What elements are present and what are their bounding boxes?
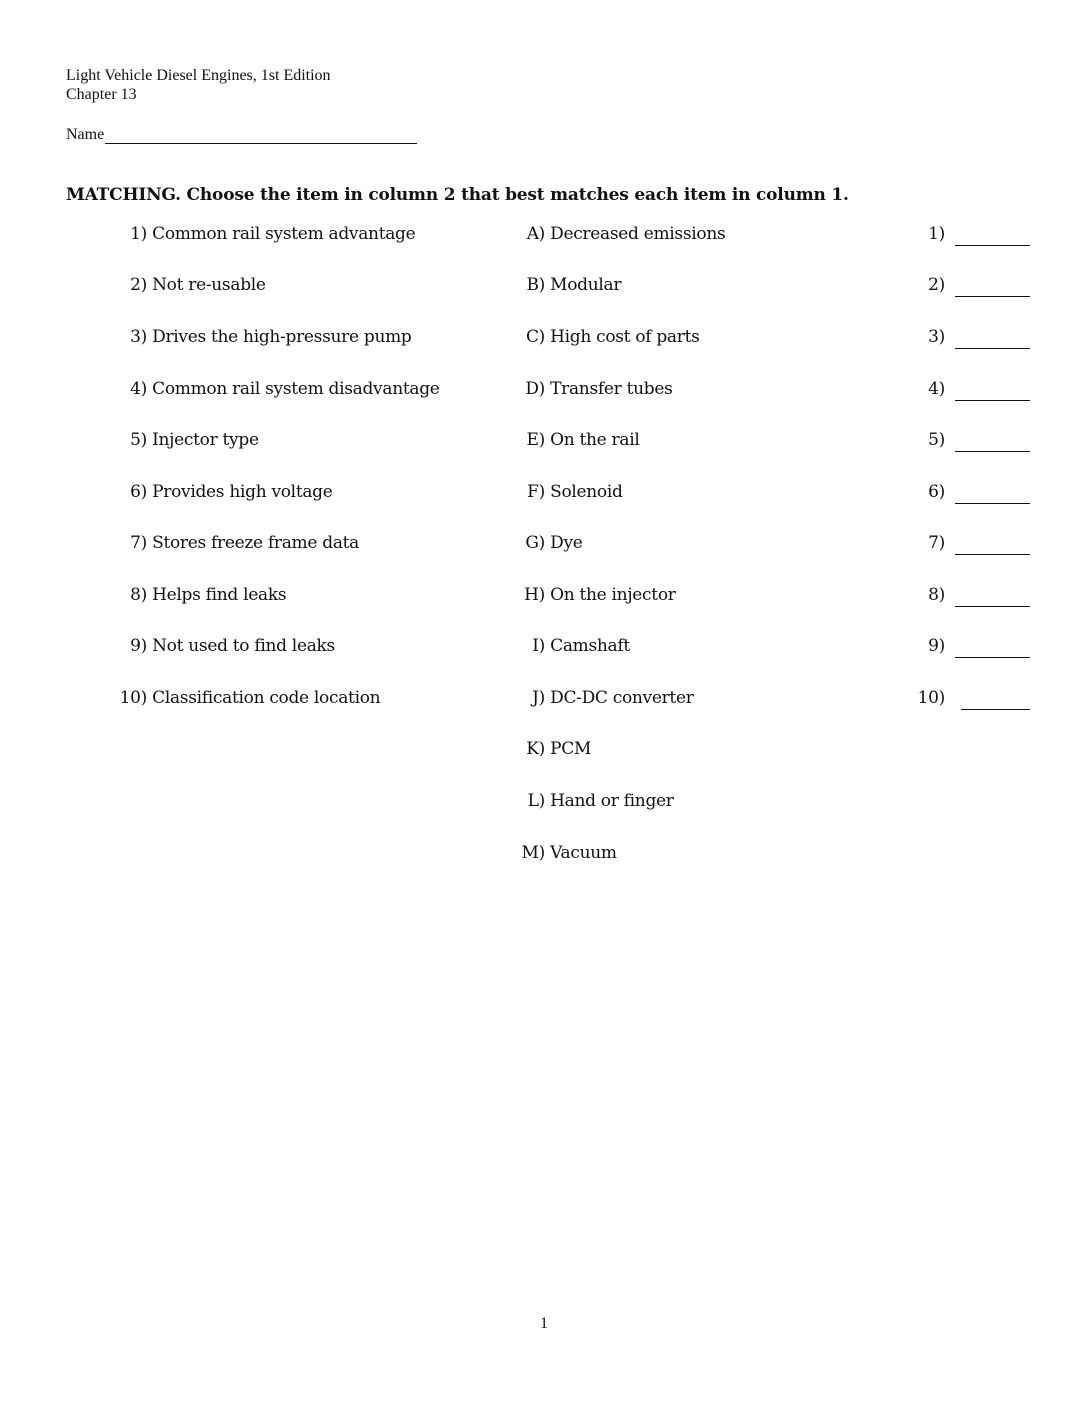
- choice-item: [505, 841, 885, 865]
- term-item: [110, 325, 500, 349]
- matching-row: [0, 531, 1088, 555]
- matching-row: [0, 737, 1088, 761]
- term-item: [110, 583, 500, 607]
- choice-text: Vacuum: [550, 843, 617, 863]
- choice-letter: I): [532, 636, 545, 656]
- answer-number: 1): [928, 224, 945, 244]
- answer-blank-line[interactable]: [955, 328, 1030, 349]
- term-text: Helps find leaks: [152, 585, 287, 605]
- term-text: Provides high voltage: [152, 482, 333, 502]
- term-text: Drives the high-pressure pump: [152, 327, 412, 347]
- answer-number: 6): [928, 482, 945, 502]
- choice-letter: D): [525, 379, 545, 399]
- choice-item: [505, 531, 885, 555]
- matching-row: [0, 273, 1088, 297]
- choice-letter: K): [526, 739, 545, 759]
- choice-item: [505, 480, 885, 504]
- name-field[interactable]: [66, 125, 417, 144]
- choice-item: [505, 583, 885, 607]
- answer-blank-line[interactable]: [955, 276, 1030, 297]
- matching-instructions: MATCHING. Choose the item in column 2 that best matches each item in column 1.: [66, 185, 849, 205]
- term-text: Not re-usable: [152, 275, 266, 295]
- term-number: 3): [130, 327, 147, 347]
- term-number: 10): [119, 688, 147, 708]
- choice-letter: B): [526, 275, 545, 295]
- answer-blank-line[interactable]: [955, 431, 1030, 452]
- term-item: [110, 377, 500, 401]
- term-number: 8): [130, 585, 147, 605]
- matching-row: [0, 583, 1088, 607]
- choice-text: PCM: [550, 739, 592, 759]
- answer-blank-line[interactable]: [955, 483, 1030, 504]
- choice-text: Dye: [550, 533, 583, 553]
- term-item: [110, 634, 500, 658]
- term-number: 6): [130, 482, 147, 502]
- choice-item: [505, 273, 885, 297]
- matching-row: [0, 789, 1088, 813]
- term-item: [110, 222, 500, 246]
- answer-field[interactable]: [905, 634, 1030, 658]
- chapter-label: Chapter 13: [66, 86, 137, 103]
- term-text: Injector type: [152, 430, 259, 450]
- term-text: Not used to find leaks: [152, 636, 335, 656]
- term-number: 1): [130, 224, 147, 244]
- choice-item: [505, 325, 885, 349]
- choice-item: [505, 737, 885, 761]
- term-text: Classification code location: [152, 688, 381, 708]
- answer-field[interactable]: [905, 480, 1030, 504]
- term-number: 7): [130, 533, 147, 553]
- answer-field[interactable]: [905, 686, 1030, 710]
- answer-field[interactable]: [905, 531, 1030, 555]
- answer-blank-line[interactable]: [955, 637, 1030, 658]
- page-number: 1: [540, 1315, 548, 1332]
- choice-text: On the rail: [550, 430, 640, 450]
- answer-blank-line[interactable]: [955, 586, 1030, 607]
- matching-row: [0, 841, 1088, 865]
- choice-text: Modular: [550, 275, 622, 295]
- answer-number: 9): [928, 636, 945, 656]
- choice-text: Decreased emissions: [550, 224, 726, 244]
- choice-item: [505, 428, 885, 452]
- choice-item: [505, 222, 885, 246]
- choice-letter: F): [527, 482, 545, 502]
- choice-letter: A): [526, 224, 545, 244]
- term-item: [110, 428, 500, 452]
- answer-blank-line[interactable]: [955, 380, 1030, 401]
- term-text: Common rail system disadvantage: [152, 379, 440, 399]
- choice-text: Transfer tubes: [550, 379, 673, 399]
- matching-row: [0, 222, 1088, 246]
- matching-row: [0, 634, 1088, 658]
- matching-row: [0, 377, 1088, 401]
- choice-letter: M): [521, 843, 545, 863]
- matching-row: [0, 686, 1088, 710]
- term-text: Common rail system advantage: [152, 224, 416, 244]
- choice-letter: L): [527, 791, 545, 811]
- answer-field[interactable]: [905, 325, 1030, 349]
- term-number: 5): [130, 430, 147, 450]
- choice-item: [505, 377, 885, 401]
- term-item: [110, 686, 500, 710]
- term-text: Stores freeze frame data: [152, 533, 360, 553]
- term-number: 2): [130, 275, 147, 295]
- answer-blank-line[interactable]: [955, 225, 1030, 246]
- answer-number: 10): [917, 688, 945, 708]
- choice-letter: J): [532, 688, 545, 708]
- term-item: [110, 273, 500, 297]
- answer-number: 3): [928, 327, 945, 347]
- name-label: Name: [66, 126, 105, 143]
- matching-row: [0, 480, 1088, 504]
- answer-field[interactable]: [905, 377, 1030, 401]
- choice-text: Hand or finger: [550, 791, 674, 811]
- answer-number: 7): [928, 533, 945, 553]
- choice-letter: H): [524, 585, 545, 605]
- name-blank-line[interactable]: [105, 125, 417, 144]
- choice-text: DC-DC converter: [550, 688, 694, 708]
- answer-field[interactable]: [905, 583, 1030, 607]
- term-number: 9): [130, 636, 147, 656]
- answer-field[interactable]: [905, 222, 1030, 246]
- answer-number: 2): [928, 275, 945, 295]
- choice-text: High cost of parts: [550, 327, 700, 347]
- term-item: [110, 531, 500, 555]
- answer-number: 4): [928, 379, 945, 399]
- answer-field[interactable]: [905, 273, 1030, 297]
- choice-item: [505, 686, 885, 710]
- choice-letter: C): [525, 327, 545, 347]
- term-item: [110, 480, 500, 504]
- choice-text: Camshaft: [550, 636, 630, 656]
- choice-item: [505, 789, 885, 813]
- term-number: 4): [130, 379, 147, 399]
- answer-number: 8): [928, 585, 945, 605]
- answer-field[interactable]: [905, 428, 1030, 452]
- choice-text: Solenoid: [550, 482, 623, 502]
- choice-item: [505, 634, 885, 658]
- matching-row: [0, 325, 1088, 349]
- answer-blank-line[interactable]: [961, 689, 1030, 710]
- choice-text: On the injector: [550, 585, 676, 605]
- book-title: Light Vehicle Diesel Engines, 1st Edition: [66, 67, 331, 84]
- choice-letter: E): [526, 430, 545, 450]
- answer-blank-line[interactable]: [955, 534, 1030, 555]
- answer-number: 5): [928, 430, 945, 450]
- matching-row: [0, 428, 1088, 452]
- choice-letter: G): [525, 533, 545, 553]
